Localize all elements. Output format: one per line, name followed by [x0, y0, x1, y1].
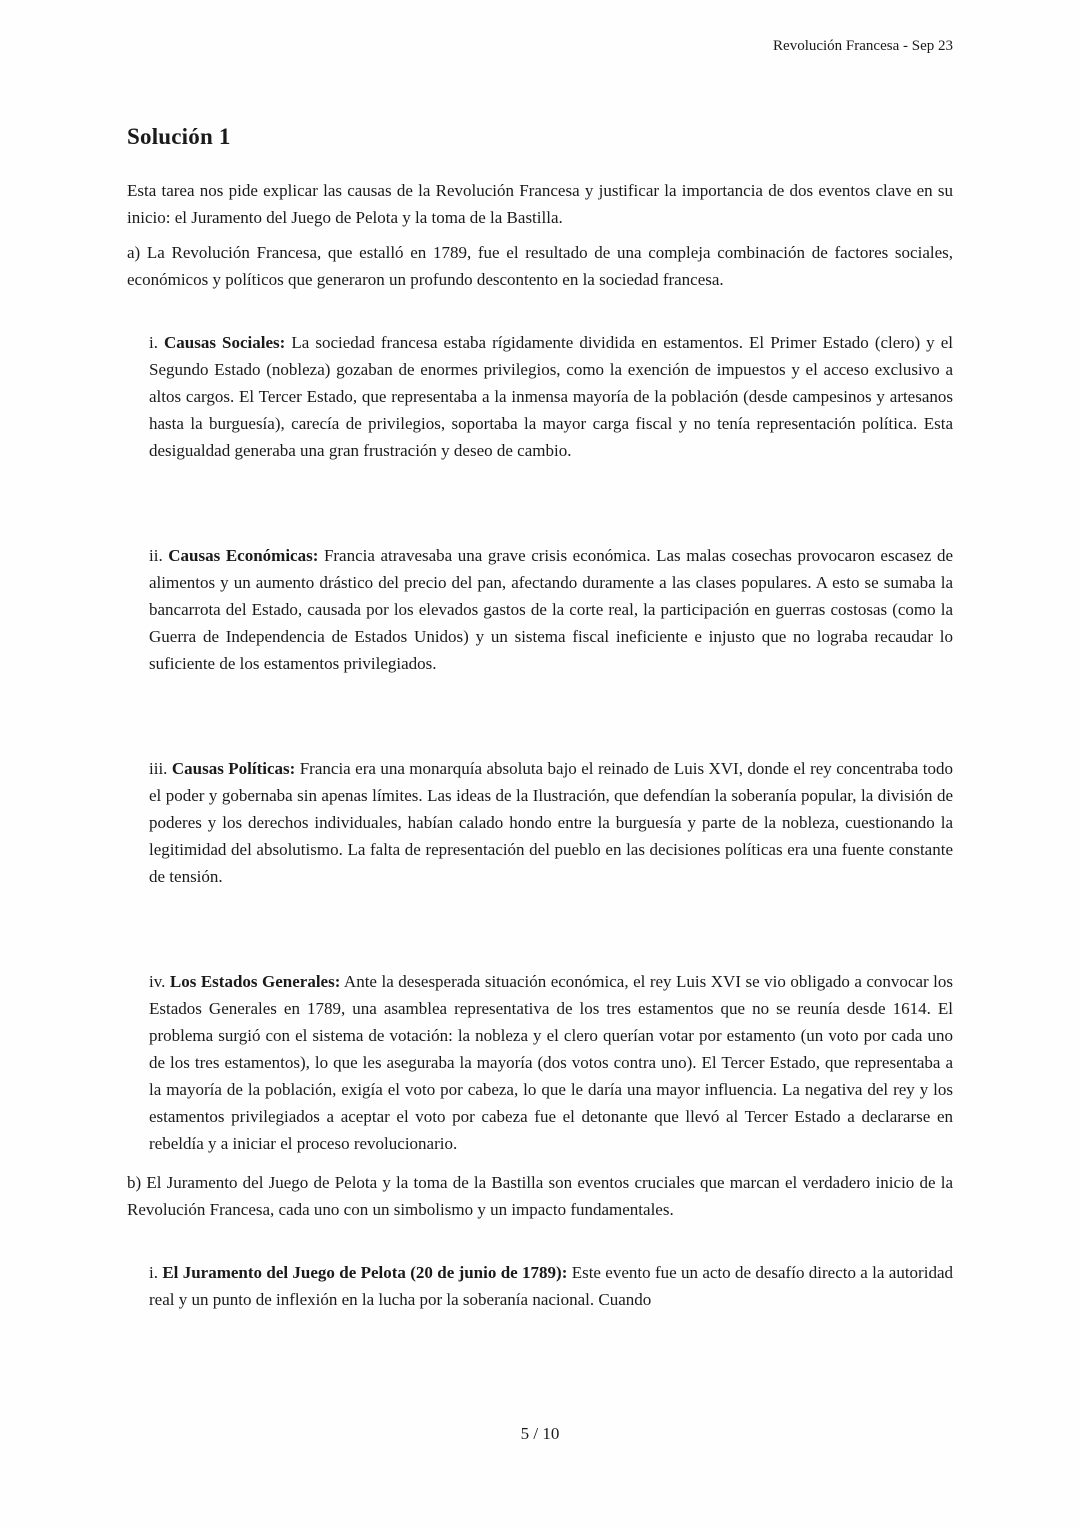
section-title: Solución 1 [127, 124, 231, 149]
intro-paragraph: Esta tarea nos pide explicar las causas de la Revolución Francesa y justificar la importancia de dos eventos clave en su inicio: el Juramento del Juego de Pelota y la toma de la Bastilla. [127, 181, 953, 227]
item-term: El Juramento del Juego de Pelota (20 de junio de 1789): [162, 1263, 568, 1282]
item-term: Causas Sociales: [164, 333, 286, 352]
item-text: Ante la desesperada situación económica, el rey Luis XVI se vio obligado a convocar los Estados Generales en 1789, una asamblea representativa de los tres estamentos que no se reunía desde 1614. El problema surgió con el sistema de votación: la nobleza y el clero querían votar por estamento (un voto por cada uno de los tres estamentos), lo que les aseguraba la mayoría (dos votos contra uno). El Tercer Estado, que representaba a la mayoría de la población, exigía el voto por cabeza, lo que le daría una mayor influencia. La negativa del rey y los estamentos privilegiados a aceptar el voto por cabeza fue el detonante que llevó al Tercer Estado a declararse en rebeldía y a iniciar el proceso revolucionario. [149, 972, 954, 1153]
list-item-social-causes [149, 329, 953, 464]
item-term: Los Estados Generales: [169, 972, 341, 991]
item-text: Francia atravesaba una grave crisis económica. Las malas cosechas provocaron escasez de alimentos y un aumento drástico del precio del pan, afectando duramente a las clases populares. A esto se sumaba la bancarrota del Estado, causada por los elevados gastos de la corte real, la participación en guerras costosas (como la Guerra de Independencia de Estados Unidos) y un sistema fiscal ineficiente e injusto que no lograba recaudar lo suficiente de los estamentos privilegiados. [149, 546, 954, 673]
list-item-estates-general [149, 968, 953, 1157]
item-number: i. [149, 1263, 163, 1282]
causes-list [149, 329, 953, 1157]
item-number: ii. [149, 546, 169, 565]
events-list [149, 1259, 953, 1313]
item-text: La sociedad francesa estaba rígidamente dividida en estamentos. El Primer Estado (clero) y el Segundo Estado (nobleza) gozaban de enormes privilegios, como la exención de impuestos y el acceso exclusivo a altos cargos. El Tercer Estado, que representaba a la inmensa mayoría de la población (desde campesinos y artesanos hasta la burguesía), carecía de privilegios, soportaba la mayor carga fiscal y no tenía representación política. Esta desigualdad generaba una gran frustración y deseo de cambio. [149, 333, 953, 460]
paragraph-b: b) El Juramento del Juego de Pelota y la toma de la Bastilla son eventos cruciales que marcan el verdadero inicio de la Revolución Francesa, cada uno con un simbolismo y un impacto fundamentales. [127, 1173, 953, 1219]
list-item-tennis-court-oath [149, 1259, 953, 1313]
item-text: Este evento fue un acto de desafío directo a la autoridad real y un punto de inflexión en la lucha por la soberanía nacional. Cuando [149, 1263, 953, 1309]
page-number: 5 / 10 [520, 1424, 560, 1443]
item-term: Causas Económicas: [168, 546, 319, 565]
page-footer [0, 1422, 1080, 1446]
paragraph-a: a) La Revolución Francesa, que estalló en 1789, fue el resultado de una compleja combinación de factores sociales, económicos y políticos que generaron un profundo descontento en la sociedad francesa. [127, 243, 953, 289]
item-number: iv. [149, 972, 170, 991]
page-header [127, 36, 953, 56]
item-number: i. [149, 333, 165, 352]
header-running-title: Revolución Francesa - Sep 23 [773, 38, 953, 54]
list-item-economic-causes [149, 542, 953, 677]
list-item-political-causes [149, 755, 953, 890]
item-number: iii. [149, 759, 172, 778]
item-term: Causas Políticas: [171, 759, 296, 778]
item-text: Francia era una monarquía absoluta bajo el reinado de Luis XVI, donde el rey concentraba todo el poder y gobernaba sin apenas límites. Las ideas de la Ilustración, que defendían la soberanía popular, la división de poderes y los derechos individuales, habían calado hondo entre la burguesía y parte de la nobleza, cuestionando la legitimidad del absolutismo. La falta de representación del pueblo en las decisiones políticas era una fuente constante de tensión. [149, 759, 953, 886]
